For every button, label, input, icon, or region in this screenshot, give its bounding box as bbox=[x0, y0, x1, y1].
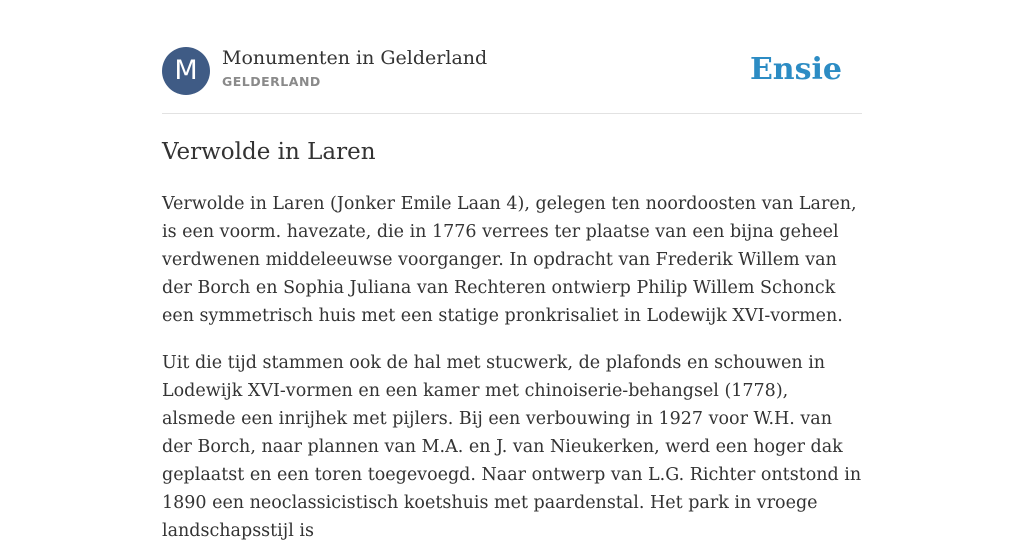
site-subtitle[interactable]: GELDERLAND bbox=[222, 74, 321, 89]
article bbox=[162, 136, 862, 545]
article-title: Verwolde in Laren bbox=[162, 139, 376, 165]
header-divider bbox=[162, 113, 862, 114]
article-paragraph-2: Uit die tijd stammen ook de hal met stucwerk, de plafonds en schouwen in Lodewijk XVI-vormen en een kamer met chinoiserie-behangsel (1778), alsmede een inrijhek met pijlers. Bij een verbouwing in 1927 voor W.H. van der Borch, naar plannen van M.A. en J. van Nieukerken, werd een hoger dak geplaatst en een toren toegevoegd. Naar ontwerp van L.G. Richter ontstond in 1890 een neoclassicistisch koetshuis met paardenstal. Het park in vroege landschapsstijl is bbox=[162, 353, 862, 541]
article-paragraph-1: Verwolde in Laren (Jonker Emile Laan 4), gelegen ten noordoosten van Laren, is een voorm. havezate, die in 1776 verrees ter plaatse van een bijna geheel verdwenen middeleeuwse voorganger. In opdracht van Frederik Willem van der Borch en Sophia Juliana van Rechteren ontwierp Philip Willem Schonck een symmetrisch huis met een statige pronkrisaliet in Lodewijk XVI-vormen. bbox=[162, 194, 857, 326]
site-title[interactable]: Monumenten in Gelderland bbox=[222, 47, 488, 69]
header bbox=[162, 46, 862, 96]
avatar[interactable]: M bbox=[162, 47, 210, 95]
ensie-logo[interactable]: Ensie bbox=[749, 52, 842, 87]
